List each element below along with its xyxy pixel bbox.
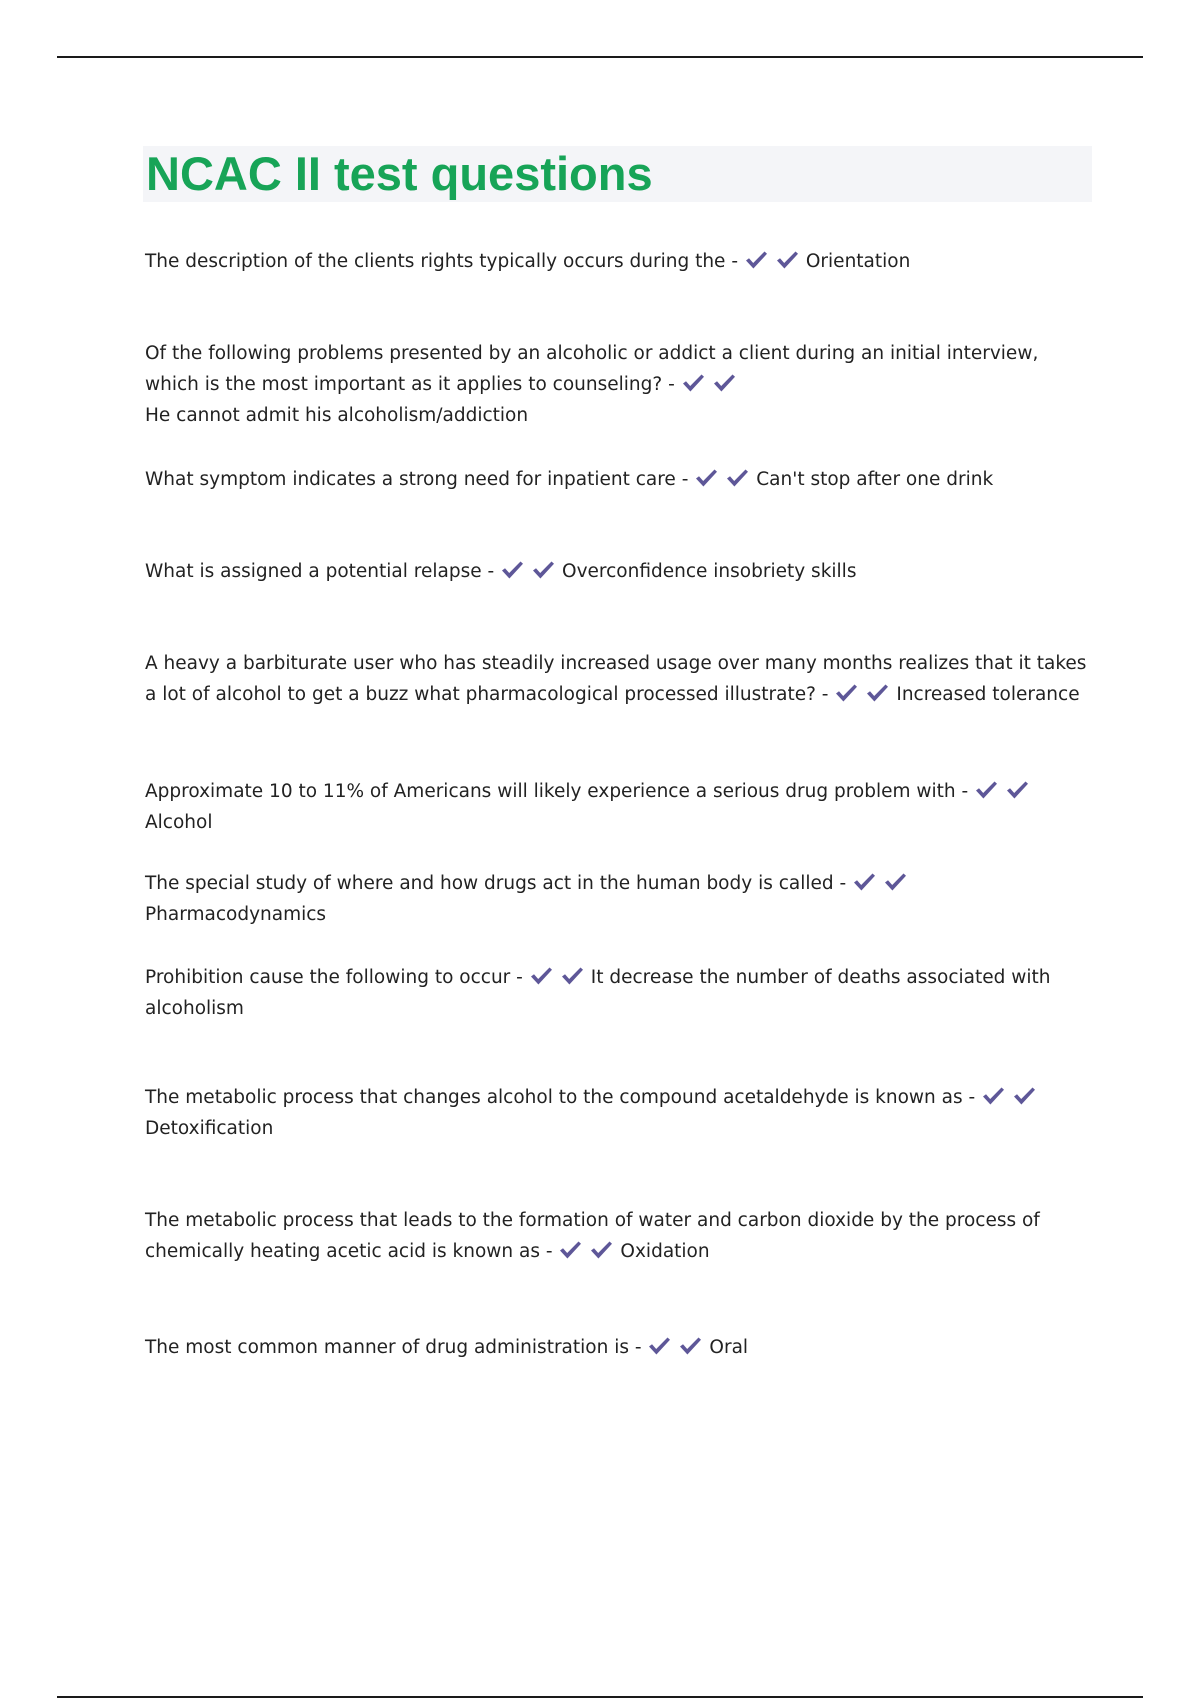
answer-text: Detoxification <box>145 1118 274 1139</box>
check-icon <box>981 1086 1005 1106</box>
qa-item <box>145 1205 1095 1267</box>
question-text: Of the following problems presented by an alcoholic or addict a client during an initial interview, which is the most important as it applies to counseling? <box>145 343 1039 395</box>
answer-text: Alcohol <box>145 812 213 833</box>
check-icon <box>694 468 718 488</box>
bottom-rule <box>57 1696 1143 1698</box>
question-text: The metabolic process that changes alcohol to the compound acetaldehyde is known as <box>145 1087 963 1108</box>
question-text: Approximate 10 to 11% of Americans will likely experience a serious drug problem with <box>145 781 956 802</box>
check-icon <box>744 250 768 270</box>
check-icon <box>712 373 736 393</box>
page-title: NCAC II test questions <box>146 147 653 200</box>
answer-text: He cannot admit his alcoholism/addiction <box>145 405 529 426</box>
question-separator: - <box>539 1241 559 1262</box>
qa-item <box>145 776 1095 838</box>
question-text: The metabolic process that leads to the formation of water and carbon dioxide by the process of chemically heating acetic acid is known as <box>145 1210 1040 1262</box>
question-text: What is assigned a potential relapse <box>145 561 482 582</box>
question-separator: - <box>662 374 681 395</box>
check-icon <box>775 250 799 270</box>
check-icon <box>500 560 524 580</box>
answer-text: Pharmacodynamics <box>145 904 327 925</box>
check-icon <box>647 1336 671 1356</box>
check-icon <box>974 780 998 800</box>
answer-text: Oxidation <box>620 1241 710 1262</box>
check-icon <box>834 683 858 703</box>
question-separator: - <box>725 251 744 272</box>
qa-item <box>145 556 1095 587</box>
question-text: The description of the clients rights typically occurs during the <box>145 251 726 272</box>
qa-item <box>145 868 1095 930</box>
top-rule <box>57 56 1143 58</box>
qa-item <box>145 1332 1095 1363</box>
question-text: The most common manner of drug administration is <box>145 1337 629 1358</box>
qa-item <box>145 464 1095 495</box>
question-separator: - <box>628 1337 648 1358</box>
check-icon <box>589 1240 613 1260</box>
question-text: What symptom indicates a strong need for inpatient care <box>145 469 676 490</box>
qa-item <box>145 648 1095 710</box>
check-icon <box>529 966 553 986</box>
check-icon <box>725 468 749 488</box>
check-icon <box>678 1336 702 1356</box>
check-icon <box>852 872 876 892</box>
question-text: The special study of where and how drugs act in the human body is called <box>145 873 834 894</box>
check-icon <box>865 683 889 703</box>
qa-item <box>145 962 1095 1024</box>
question-separator: - <box>675 469 695 490</box>
answer-text: Oral <box>709 1337 749 1358</box>
question-separator: - <box>955 781 975 802</box>
question-separator: - <box>815 684 835 705</box>
answer-text: It decrease the number of deaths associated with alcoholism <box>145 967 1051 1019</box>
qa-item <box>145 1082 1095 1144</box>
answer-text: Increased tolerance <box>896 684 1080 705</box>
check-icon <box>558 1240 582 1260</box>
check-icon <box>1012 1086 1036 1106</box>
qa-item <box>145 338 1095 431</box>
question-text: A heavy a barbiturate user who has steadily increased usage over many months realizes that it takes a lot of alcohol to get a buzz what pharmacological processed illustrate? <box>145 653 1087 705</box>
check-icon <box>681 373 705 393</box>
answer-text: Orientation <box>805 251 911 272</box>
question-separator: - <box>962 1087 982 1108</box>
check-icon <box>531 560 555 580</box>
answer-text: Can't stop after one drink <box>756 469 994 490</box>
qa-item <box>145 246 1095 277</box>
question-separator: - <box>481 561 501 582</box>
answer-text: Overconfidence insobriety skills <box>562 561 857 582</box>
question-text: Prohibition cause the following to occur <box>145 967 511 988</box>
check-icon <box>1005 780 1029 800</box>
check-icon <box>560 966 584 986</box>
question-separator: - <box>833 873 853 894</box>
question-separator: - <box>510 967 529 988</box>
check-icon <box>883 872 907 892</box>
